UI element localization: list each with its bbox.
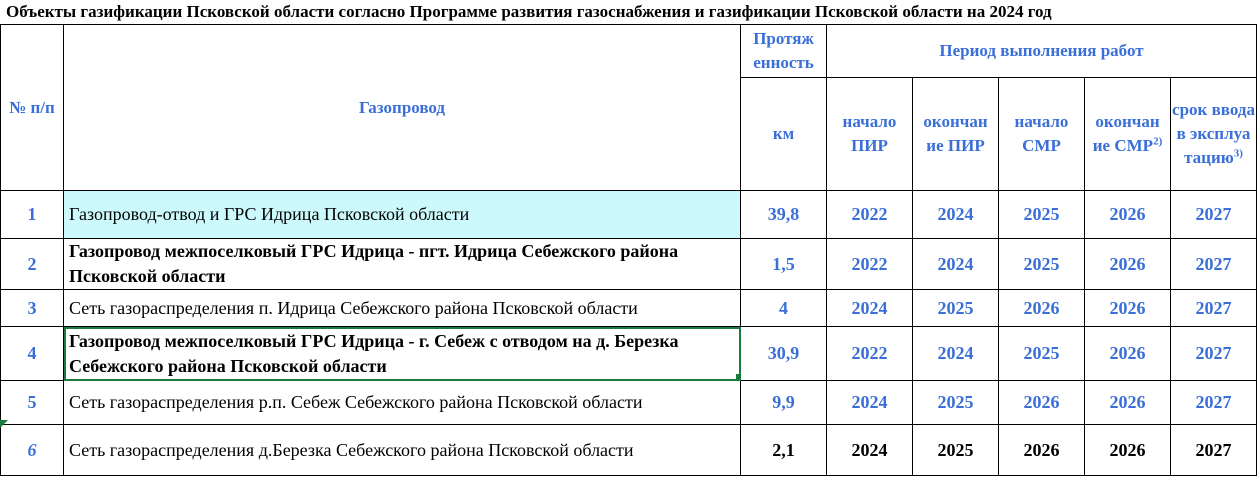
row-smr-end[interactable]: 2026	[1085, 425, 1171, 476]
row-name[interactable]: Газопровод межпоселковый ГРС Идрица - пгт. Идрица Себежского района Псковской области	[64, 239, 741, 290]
row-pir-start[interactable]: 2022	[827, 239, 913, 290]
row-smr-start[interactable]: 2025	[999, 327, 1085, 381]
row-pir-start[interactable]: 2024	[827, 381, 913, 425]
row-name[interactable]: Сеть газораспределения п. Идрица Себежского района Псковской области	[64, 290, 741, 327]
row-commission[interactable]: 2027	[1171, 381, 1257, 425]
row-commission[interactable]: 2027	[1171, 191, 1257, 239]
row-smr-start[interactable]: 2026	[999, 381, 1085, 425]
row-km[interactable]: 1,5	[741, 239, 827, 290]
row-pir-end[interactable]: 2025	[913, 425, 999, 476]
table-row	[1, 381, 1257, 425]
sheet-title: Объекты газификации Псковской области согласно Программе развития газоснабжения и газификации Псковской области на 2024 год	[6, 2, 1052, 21]
header-smr-end-note: 2)	[1153, 135, 1163, 148]
row-smr-start[interactable]: 2025	[999, 191, 1085, 239]
row-name-selected[interactable]: Газопровод межпоселковый ГРС Идрица - г. Себеж с отводом на д. Березка Себежского района Псковской области	[64, 327, 741, 381]
row-km[interactable]: 4	[741, 290, 827, 327]
header-pir-start[interactable]: начало ПИР	[827, 78, 913, 191]
row-km[interactable]: 30,9	[741, 327, 827, 381]
header-km[interactable]: км	[741, 78, 827, 191]
row-pir-start[interactable]: 2022	[827, 327, 913, 381]
row-km[interactable]: 39,8	[741, 191, 827, 239]
header-smr-start[interactable]: начало СМР	[999, 78, 1085, 191]
header-commission-label: срок ввода в эксплуа тацию	[1172, 100, 1255, 167]
row-smr-end[interactable]: 2026	[1085, 327, 1171, 381]
row-commission[interactable]: 2027	[1171, 239, 1257, 290]
row-commission[interactable]: 2027	[1171, 425, 1257, 476]
row-commission[interactable]: 2027	[1171, 327, 1257, 381]
row-commission[interactable]: 2027	[1171, 290, 1257, 327]
row-smr-end[interactable]: 2026	[1085, 239, 1171, 290]
row-name[interactable]: Сеть газораспределения р.п. Себеж Себежского района Псковской области	[64, 381, 741, 425]
row-num[interactable]: 2	[1, 239, 64, 290]
table-row	[1, 239, 1257, 290]
header-smr-end-label: окончан ие СМР	[1092, 112, 1160, 155]
header-pipeline[interactable]: Газопровод	[64, 25, 741, 191]
row-pir-end[interactable]: 2024	[913, 239, 999, 290]
row-km[interactable]: 9,9	[741, 381, 827, 425]
row-num[interactable]: 5	[1, 381, 64, 425]
row-name[interactable]: Газопровод-отвод и ГРС Идрица Псковской области	[64, 191, 741, 239]
header-num[interactable]: № п/п	[1, 25, 64, 191]
row-pir-end[interactable]: 2025	[913, 381, 999, 425]
row-smr-end[interactable]: 2026	[1085, 381, 1171, 425]
row-smr-start[interactable]: 2026	[999, 290, 1085, 327]
row-num[interactable]: 3	[1, 290, 64, 327]
header-period[interactable]: Период выполнения работ	[827, 25, 1257, 78]
row-num[interactable]: 6	[1, 425, 64, 476]
header-pir-end[interactable]: окончан ие ПИР	[913, 78, 999, 191]
header-commission-note: 3)	[1233, 147, 1243, 160]
row-pir-end[interactable]: 2024	[913, 191, 999, 239]
row-pir-end[interactable]: 2025	[913, 290, 999, 327]
row-smr-start[interactable]: 2025	[999, 239, 1085, 290]
row-pir-start[interactable]: 2024	[827, 425, 913, 476]
table-row	[1, 425, 1257, 476]
row-num[interactable]: 1	[1, 191, 64, 239]
row-smr-end[interactable]: 2026	[1085, 290, 1171, 327]
header-smr-end[interactable]	[1085, 78, 1171, 191]
fill-handle[interactable]	[736, 374, 741, 379]
header-length[interactable]: Протяж енность	[741, 25, 827, 78]
gasification-table	[0, 24, 1257, 476]
table-row	[1, 290, 1257, 327]
table-row	[1, 327, 1257, 381]
table-row	[1, 191, 1257, 239]
error-indicator-icon	[0, 420, 8, 428]
row-name[interactable]: Сеть газораспределения д.Березка Себежского района Псковской области	[64, 425, 741, 476]
row-pir-start[interactable]: 2022	[827, 191, 913, 239]
row-num[interactable]: 4	[1, 327, 64, 381]
row-smr-start[interactable]: 2026	[999, 425, 1085, 476]
row-smr-end[interactable]: 2026	[1085, 191, 1171, 239]
row-pir-start[interactable]: 2024	[827, 290, 913, 327]
header-commission[interactable]	[1171, 78, 1257, 191]
row-km[interactable]: 2,1	[741, 425, 827, 476]
row-pir-end[interactable]: 2024	[913, 327, 999, 381]
